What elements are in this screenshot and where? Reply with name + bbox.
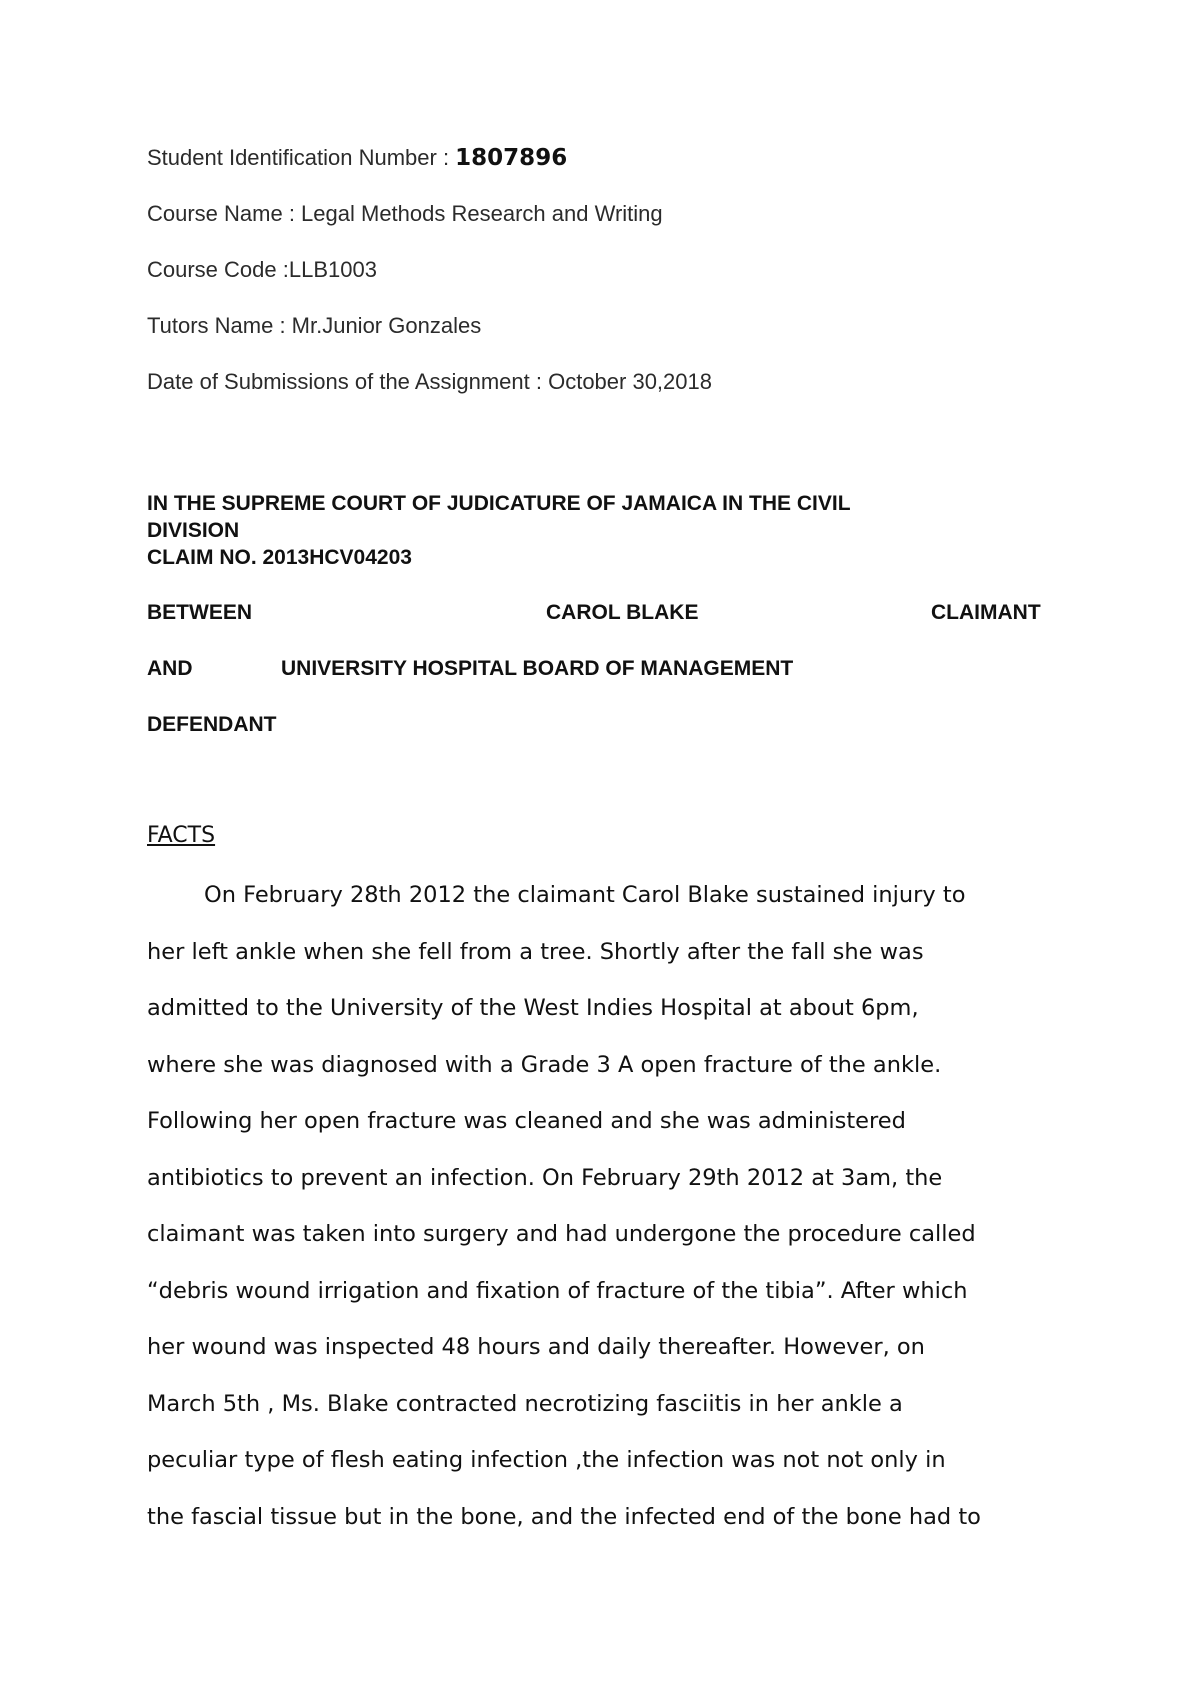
defendant-label: DEFENDANT: [147, 713, 277, 736]
student-id-label: Student Identification Number :: [147, 145, 456, 170]
facts-line: Following her open fracture was cleaned and she was administered: [147, 1108, 906, 1134]
facts-line: admitted to the University of the West Indies Hospital at about 6pm,: [147, 995, 919, 1021]
facts-line: her left ankle when she fell from a tree. Shortly after the fall she was: [147, 938, 924, 965]
facts-line: claimant was taken into surgery and had undergone the procedure called: [147, 1221, 976, 1247]
facts-line: March 5th , Ms. Blake contracted necrotizing fasciitis in her ankle a: [147, 1390, 903, 1417]
student-id-line: [147, 143, 712, 199]
facts-line: her wound was inspected 48 hours and daily thereafter. However, on: [147, 1334, 925, 1360]
court-heading-line-1: IN THE SUPREME COURT OF JUDICATURE OF JAMAICA IN THE CIVIL: [147, 492, 851, 515]
facts-heading: FACTS: [147, 823, 216, 848]
facts-line: antibiotics to prevent an infection. On February 29th 2012 at 3am, the: [147, 1164, 943, 1191]
facts-line: where she was diagnosed with a Grade 3 A open fracture of the ankle.: [147, 1051, 942, 1078]
between-label: BETWEEN: [147, 601, 252, 624]
claim-number: CLAIM NO. 2013HCV04203: [147, 546, 412, 569]
claimant-name: CAROL BLAKE: [546, 601, 699, 624]
course-name-line: Course Name : Legal Methods Research and Writing: [147, 201, 663, 226]
submission-date-line: Date of Submissions of the Assignment : October 30,2018: [147, 369, 712, 394]
facts-line: On February 28th 2012 the claimant Carol Blake sustained injury to: [204, 882, 966, 908]
tutor-name-line: Tutors Name : Mr.Junior Gonzales: [147, 313, 482, 338]
facts-paragraph: [147, 880, 1077, 1558]
facts-line: the fascial tissue but in the bone, and the infected end of the bone had to: [147, 1503, 981, 1530]
facts-line: peculiar type of flesh eating infection ,the infection was not not only in: [147, 1447, 946, 1473]
assignment-header: [147, 143, 712, 423]
and-label: AND: [147, 657, 193, 680]
facts-line: “debris wound irrigation and fixation of fracture of the tibia”. After which: [147, 1277, 968, 1304]
court-heading-line-2: DIVISION: [147, 519, 240, 542]
claimant-label: CLAIMANT: [931, 601, 1041, 624]
course-code-line: Course Code :LLB1003: [147, 257, 377, 282]
court-heading: [147, 490, 1067, 571]
student-id-value: 1807896: [455, 145, 568, 171]
defendant-name: UNIVERSITY HOSPITAL BOARD OF MANAGEMENT: [281, 657, 794, 680]
